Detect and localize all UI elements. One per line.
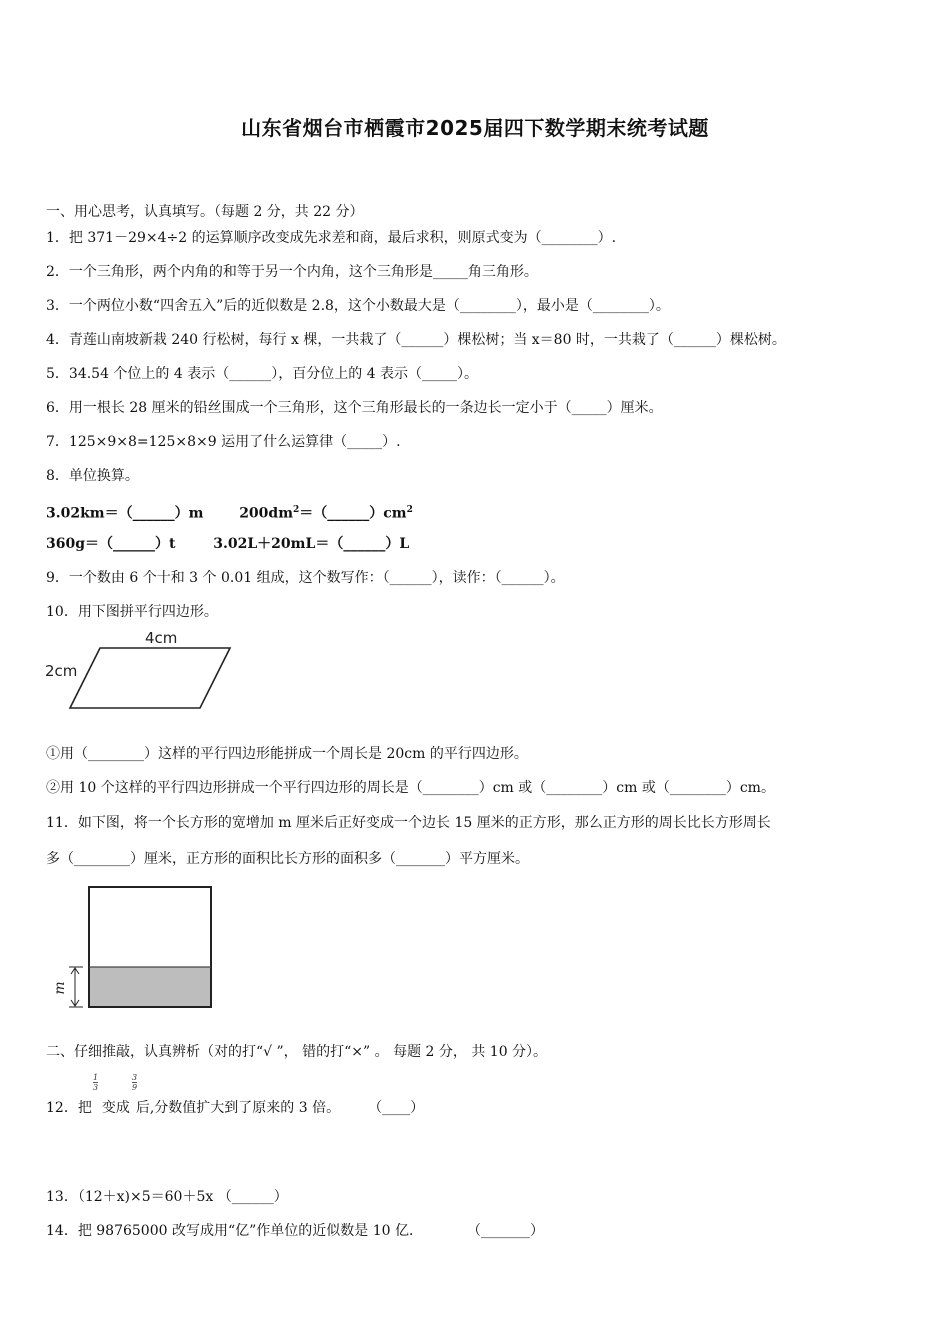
question-8-row2 (46, 534, 409, 554)
answer-blank[interactable]: （_______） (467, 1223, 545, 1239)
superscript: 2 (406, 505, 413, 515)
answer-blank[interactable]: （____） (368, 1100, 425, 1116)
parallelogram-figure (40, 625, 250, 717)
question-12-start: 12．把 (46, 1100, 92, 1116)
section2-heading: 二、仔细推敲，认真辨析（对的打“√ ”， 错的打“×” 。 每题 2 分， 共 10 分）。 (46, 1044, 548, 1060)
question-5: 5．34.54 个位上的 4 表示（______），百分位上的 4 表示（_____）。 (46, 366, 479, 382)
fraction-denominator: 9 (132, 1083, 138, 1092)
question-3: 3．一个两位小数“四舍五入”后的近似数是 2.8，这个小数最大是（________），最小是（________）。 (46, 298, 670, 314)
fraction-denominator: 3 (93, 1083, 99, 1092)
question-8: 8．单位换算。 (46, 468, 139, 484)
question-11-line2: 多（________）厘米，正方形的面积比长方形的面积多（_______）平方厘米。 (46, 851, 529, 867)
question-14 (46, 1221, 544, 1241)
fraction-one-third (93, 1073, 98, 1092)
conversion-km: 3.02km＝（______）m (46, 505, 204, 522)
question-10-part1: ①用（________）这样的平行四边形能拼成一个周长是 20cm 的平行四边形。 (46, 746, 528, 762)
conversion-dm2: 200dm (239, 505, 294, 522)
superscript: 2 (293, 505, 300, 515)
question-12-middle: 变成 (101, 1100, 130, 1116)
question-10: 10．用下图拼平行四边形。 (46, 604, 218, 620)
fraction-numerator: 3 (132, 1073, 138, 1082)
question-13: 13．（12＋x)×5＝60＋5x （______） (46, 1189, 288, 1205)
question-4: 4．青莲山南坡新栽 240 行松树，每行 x 棵，一共栽了（______）棵松树；当 x＝80 时，一共栽了（______）棵松树。 (46, 332, 786, 348)
parallelogram-shape (70, 648, 230, 708)
question-8-row1 (46, 500, 413, 524)
conversion-cm2: ＝（______）cm (299, 505, 407, 522)
conversion-l: 3.02L＋20mL＝（______）L (213, 536, 410, 552)
question-1: 1．把 371－29×4÷2 的运算顺序改变成先求差和商，最后求积，则原式变为（________）. (46, 230, 617, 246)
question-6: 6．用一根长 28 厘米的铅丝围成一个三角形，这个三角形最长的一条边长一定小于（_____）厘米。 (46, 400, 663, 416)
section1-heading: 一、用心思考，认真填写。（每题 2 分，共 22 分） (46, 204, 364, 220)
conversion-g: 360g＝（______）t (46, 536, 176, 552)
question-2: 2．一个三角形，两个内角的和等于另一个内角，这个三角形是_____角三角形。 (46, 264, 538, 280)
rectangle-square-figure (52, 880, 222, 1014)
question-10-part2: ②用 10 个这样的平行四边形拼成一个平行四边形的周长是（________）cm 或（________）cm 或（________）cm。 (46, 780, 775, 796)
question-14-text: 14．把 98765000 改写成用“亿”作单位的近似数是 10 亿． (46, 1223, 424, 1239)
parallelogram-side-label: 2cm (45, 662, 78, 680)
dimension-label: m (52, 981, 68, 995)
question-12 (46, 1098, 424, 1118)
parallelogram-top-label: 4cm (145, 629, 178, 647)
question-7: 7．125×9×8=125×8×9 运用了什么运算律（_____）. (46, 434, 401, 450)
question-9: 9．一个数由 6 个十和 3 个 0.01 组成，这个数写作：（______），读作：（______）。 (46, 570, 565, 586)
page-title: 山东省烟台市栖霞市2025届四下数学期末统考试题 (241, 116, 709, 140)
fraction-numerator: 1 (93, 1073, 99, 1082)
added-strip (89, 967, 211, 1007)
fraction-three-ninths (132, 1073, 137, 1092)
question-12-end: 后,分数值扩大到了原来的 3 倍。 (135, 1100, 341, 1116)
question-11-line1: 11．如下图，将一个长方形的宽增加 m 厘米后正好变成一个边长 15 厘米的正方形，那么正方形的周长比长方形周长 (46, 815, 771, 831)
